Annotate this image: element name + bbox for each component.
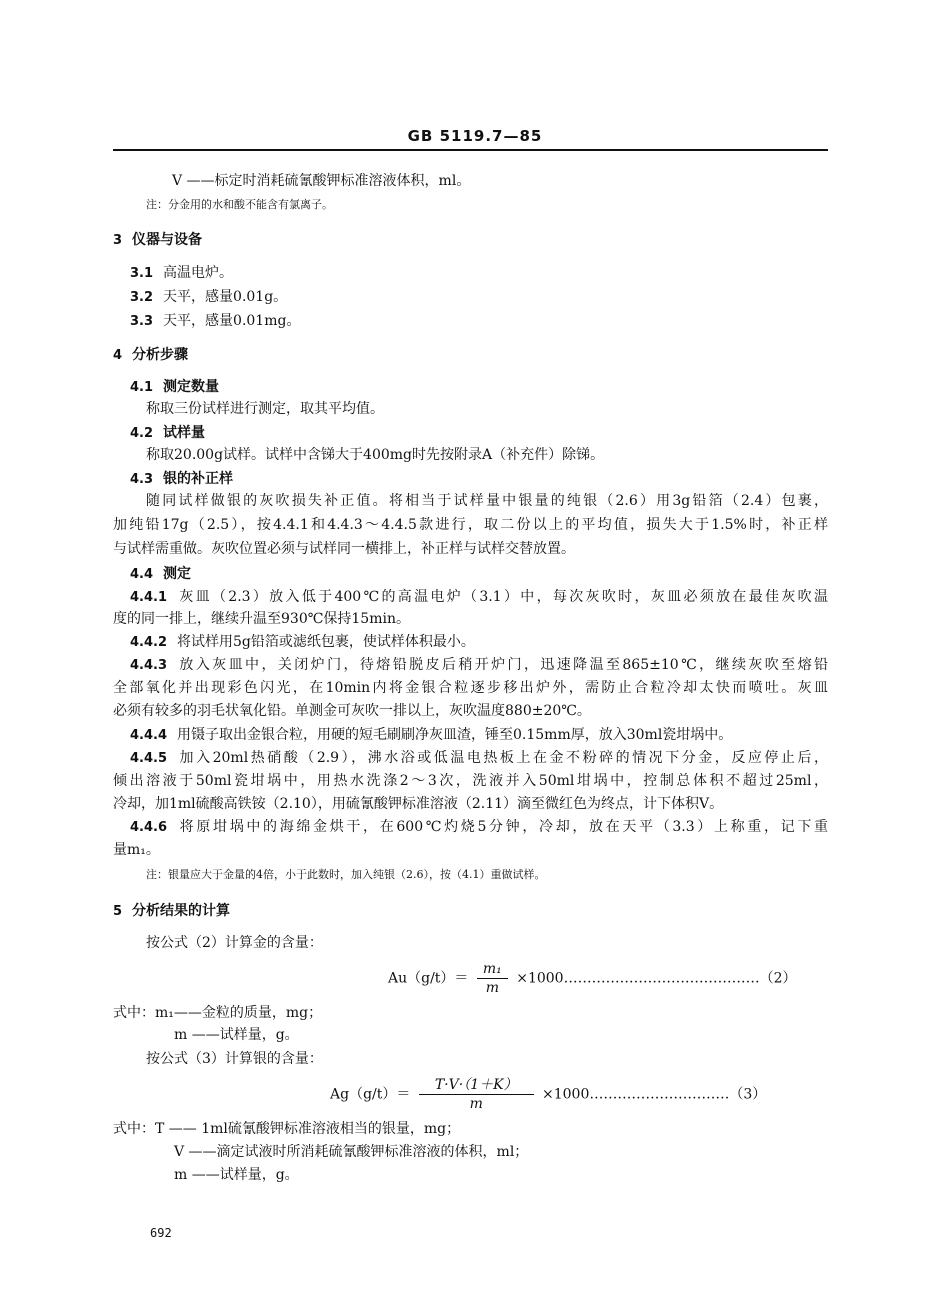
subsection-4-2-heading [130,424,205,443]
item-text: 将试样用5g铅箔或滤纸包裹，使试样体积最小。 [177,634,475,650]
item-number: 3.3 [130,314,154,329]
fraction-denominator: m [485,980,499,996]
formula-rhs: ×1000……………………………………（2） [516,970,797,987]
paragraph-4-4-5-line1 [130,749,828,768]
item-text: 灰皿（2.3）放入低于400℃的高温电炉（3.1）中，每次灰吹时，灰皿必须放在最佳灰吹温 [177,589,828,605]
item-text: 放入灰皿中，关闭炉门，待熔铅脱皮后稍开炉门，迅速降温至865±10℃，继续灰吹至熔铅 [177,657,828,673]
paragraph-4-3-line3: 与试样需重做。灰吹位置必须与试样同一横排上，补正样与试样交替放置。 [113,541,575,557]
item-number: 4.4.5 [130,751,168,766]
standard-header: GB 5119.7—85 [407,127,543,145]
section-number: 4 [113,348,123,363]
item-text: 用镊子取出金银合粒，用硬的短毛刷刷净灰皿渣，锤至0.15mm厚，放入30ml瓷坩埚中。 [177,727,733,743]
paragraph-4-4-5-line2: 倾出溶液于50ml瓷坩埚中，用热水洗涤2～3次，洗液并入50ml坩埚中，控制总体积不超过25ml， [113,773,828,789]
formula-3-intro: 按公式（3）计算银的含量： [146,1051,323,1067]
item-text: 高温电炉。 [163,265,234,281]
subsection-title: 测定 [163,566,192,582]
where-2-line2: m ——试样量，g。 [174,1027,299,1043]
subsection-number: 4.4 [130,567,154,582]
item-number: 4.4.4 [130,728,168,743]
section-3-heading [113,231,202,250]
note-chloride: 注：分金用的水和酸不能含有氯离子。 [146,198,333,211]
section-title: 分析结果的计算 [132,903,231,919]
section-4-heading [113,346,188,365]
fraction [477,960,508,997]
paragraph-4-2: 称取20.00g试样。试样中含锑大于400mg时先按附录A（补充件）除锑。 [146,447,605,463]
formula-lhs: Ag（g/t）＝ [330,1086,411,1103]
where-3-line1: 式中：T —— 1ml硫氰酸钾标准溶液相当的银量，mg； [113,1121,461,1137]
subsection-4-1-heading [130,378,219,397]
formula-2-intro: 按公式（2）计算金的含量： [146,935,323,951]
section-number: 3 [113,233,123,248]
paragraph-4-4-3-line2: 全部氧化并出现彩色闪光，在10min内将金银合粒逐步移出炉外，需防止合粒冷却太快而喷吐。灰皿 [113,680,828,696]
fraction-numerator: m₁ [477,960,508,979]
header-rule [113,149,828,151]
paragraph-4-4-1-line1 [130,588,828,607]
subsection-number: 4.3 [130,472,154,487]
item-text: 将原坩埚中的海绵金烘干，在600℃灼烧5分钟，冷却，放在天平（3.3）上称重，记下重 [177,819,828,835]
item-text: 天平，感量0.01g。 [163,289,288,305]
paragraph-4-4-4 [130,726,732,745]
formula-rhs: ×1000…………………………（3） [542,1086,767,1103]
item-3-1 [130,264,233,283]
item-number: 3.2 [130,290,154,305]
item-number: 4.4.1 [130,590,168,605]
subsection-number: 4.1 [130,380,154,395]
fraction-denominator: m [469,1096,483,1112]
v-definition: V ——标定时消耗硫氰酸钾标准溶液体积，ml。 [172,173,471,189]
paragraph-4-4-6-line2: 量m₁。 [113,842,160,858]
paragraph-4-4-3-line1 [130,656,828,675]
formula-lhs: Au（g/t）＝ [388,970,469,987]
subsection-4-3-heading [130,470,233,489]
item-number: 4.4.3 [130,658,168,673]
where-3-line3: m ——试样量，g。 [174,1167,299,1183]
where-2-line1: 式中：m₁——金粒的质量，mg； [113,1005,323,1021]
item-number: 3.1 [130,266,154,281]
item-3-2 [130,288,287,307]
paragraph-4-1: 称取三份试样进行测定，取其平均值。 [146,401,384,417]
paragraph-4-4-3-line3: 必须有较多的羽毛状氧化铅。单测金可灰吹一排以上，灰吹温度880±20℃。 [113,703,591,719]
subsection-title: 银的补正样 [163,471,234,487]
subsection-title: 测定数量 [163,379,220,395]
where-3-line2: V ——滴定试液时所消耗硫氰酸钾标准溶液的体积，ml； [174,1144,529,1160]
item-3-3 [130,312,300,331]
paragraph-4-4-5-line3: 冷却，加1ml硫酸高铁铵（2.10），用硫氰酸钾标准溶液（2.11）滴至微红色为终点，计下体积V。 [113,796,724,812]
section-number: 5 [113,904,123,919]
subsection-number: 4.2 [130,426,154,441]
formula-2 [388,960,797,997]
note-silver-ratio: 注：银量应大于金量的4倍，小于此数时，加入纯银（2.6），按（4.1）重做试样。 [146,868,546,881]
page-number: 692 [150,1226,172,1240]
item-text: 天平，感量0.01mg。 [163,313,301,329]
subsection-4-4-heading [130,565,191,584]
item-number: 4.4.6 [130,820,168,835]
fraction-numerator: T·V·（1＋K） [419,1076,534,1095]
fraction [419,1076,534,1113]
paragraph-4-3-line2: 加纯铅17g（2.5），按4.4.1和4.4.3～4.4.5款进行，取二份以上的平均值，损失大于1.5%时，补正样 [113,517,828,533]
formula-3 [330,1076,766,1113]
paragraph-4-4-1-line2: 度的同一排上，继续升温至930℃保持15min。 [113,611,410,627]
item-text: 加入20ml热硝酸（2.9），沸水浴或低温电热板上在金不粉碎的情况下分金，反应停止后， [177,750,828,766]
section-5-heading [113,902,230,921]
section-title: 分析步骤 [132,347,189,363]
paragraph-4-4-2 [130,633,475,652]
subsection-title: 试样量 [163,425,206,441]
section-title: 仪器与设备 [132,232,203,248]
paragraph-4-3-line1: 随同试样做银的灰吹损失补正值。将相当于试样量中银量的纯银（2.6）用3g铅箔（2.4）包裹， [146,493,828,509]
item-number: 4.4.2 [130,635,168,650]
paragraph-4-4-6-line1 [130,818,828,837]
